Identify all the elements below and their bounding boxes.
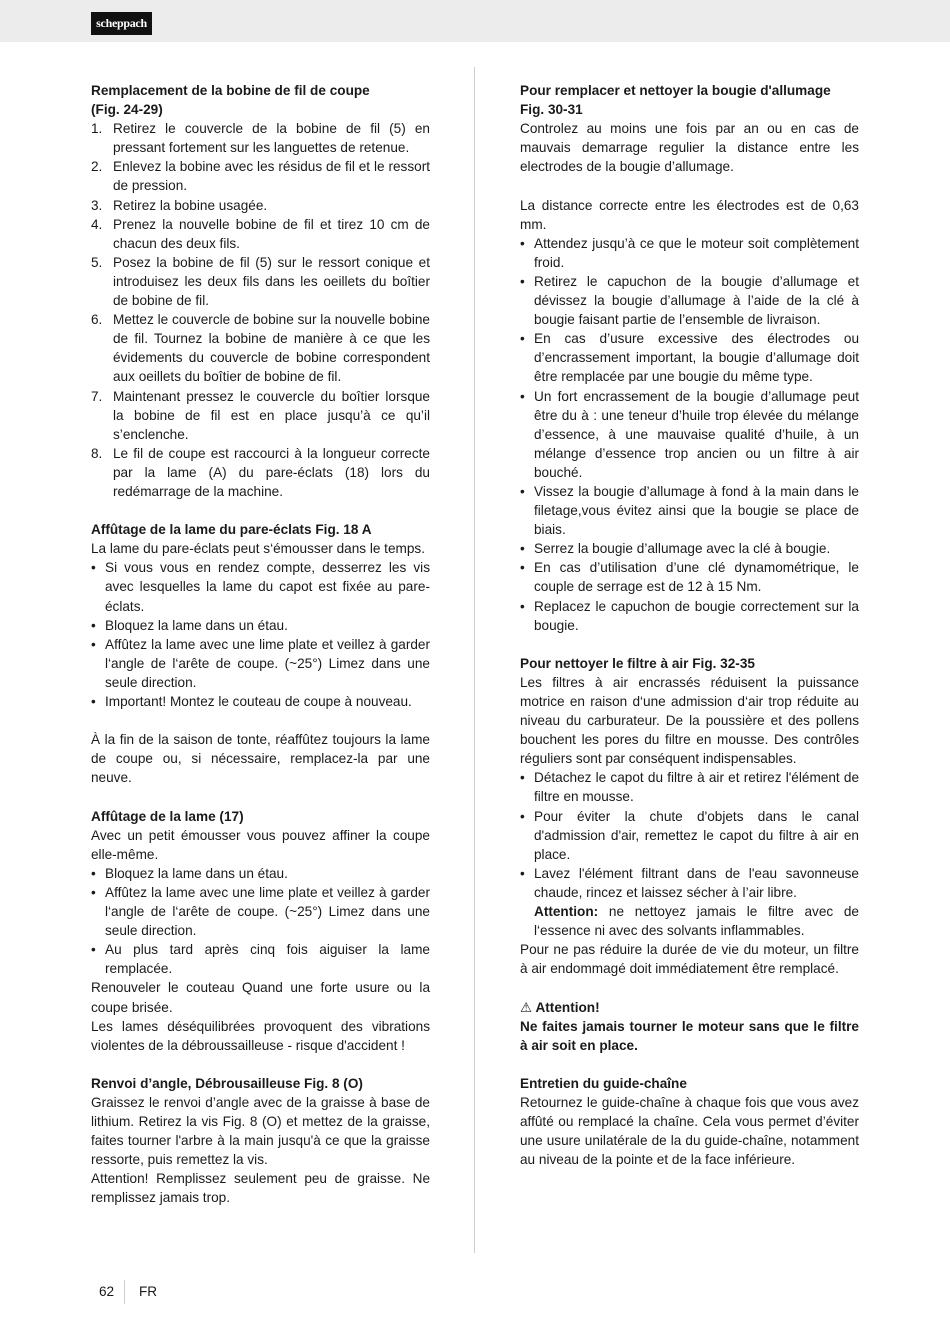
attention-text: ne nettoyez jamais le filtre avec de l‘essence ni avec des solvants inflammables.	[534, 904, 859, 939]
section-title: Renvoi d’angle, Débrousailleuse Fig. 8 (O)	[91, 1075, 363, 1091]
warning-title: ⚠ Attention!	[520, 998, 859, 1017]
paragraph: Renouveler le couteau Quand une forte usure ou la coupe brisée.	[91, 980, 430, 1015]
section-title-figref: (Fig. 24-29)	[91, 102, 163, 118]
right-column	[520, 81, 859, 1169]
list-item: 2. Enlevez la bobine avec les résidus de fil et le ressort de pression.	[91, 159, 430, 194]
brand-logo: scheppach	[91, 12, 152, 35]
column-divider	[474, 67, 475, 1253]
footer-divider	[124, 1280, 125, 1304]
paragraph: Controlez au moins une fois par an ou en cas de mauvais demarrage regulier la distance entre les electrodes de la bougie d’allumage.	[520, 121, 859, 175]
bullet-list	[91, 864, 430, 979]
section-title: Remplacement de la bobine de fil de coupe	[91, 83, 370, 98]
bullet-list	[520, 768, 859, 940]
list-item: 8. Le fil de coupe est raccourci à la longueur correcte par la lame (A) du pare-éclats (18) lors du redémarrage de la machine.	[91, 445, 430, 499]
paragraph: La lame du pare-éclats peut s‘émousser dans le temps.	[91, 541, 425, 557]
section-title: Entretien du guide-chaîne	[520, 1075, 687, 1091]
list-item: • Au plus tard après cinq fois aiguiser la lame remplacée.	[91, 942, 430, 977]
paragraph: Les lames déséquilibrées provoquent des vibrations violentes de la débroussailleuse - risque d'accident !	[91, 1018, 430, 1053]
paragraph: Les filtres à air encrassés réduisent la puissance motrice en raison d‘une admission d‘air trop réduite au niveau du carburateur. De la poussière et des pollens bouchent les pores du filtre en mousse. Des contrôles réguliers sont par conséquent indispensables.	[520, 674, 859, 767]
list-item: • Bloquez la lame dans un étau.	[91, 617, 288, 633]
list-item: • Affûtez la lame avec une lime plate et veillez à garder l‘angle de l‘arête de coupe. (~25°) Limez dans une seule direction.	[91, 636, 430, 690]
section-title: Affûtage de la lame (17)	[91, 808, 244, 824]
list-item: • Important! Montez le couteau de coupe à nouveau.	[91, 694, 412, 709]
section-title: Pour remplacer et nettoyer la bougie d'allumage	[520, 83, 831, 98]
paragraph: La distance correcte entre les électrodes est de 0,63 mm.	[520, 197, 859, 232]
paragraph: Avec un petit émousser vous pouvez affiner la coupe elle-même.	[91, 827, 430, 862]
list-item: 4. Prenez la nouvelle bobine de fil et tirez 10 cm de chacun des deux fils.	[91, 216, 430, 251]
list-item: • Si vous vous en rendez compte, desserrez les vis avec lesquelles la lame du capot est fixée au pare-éclats.	[91, 560, 430, 614]
left-column	[91, 81, 430, 1208]
list-item: 6. Mettez le couvercle de bobine sur la nouvelle bobine de fil. Tournez la bobine de manière à ce que les évidements du couvercle de bobine correspondent aux oeillets du boîtier de bobine de fil.	[91, 312, 430, 385]
list-item: • Bloquez la lame dans un étau.	[91, 865, 288, 881]
numbered-list	[91, 119, 430, 501]
warning-triangle-icon: ⚠	[520, 999, 533, 1015]
paragraph: À la fin de la saison de tonte, réaffûtez toujours la lame de coupe ou, si nécessaire, remplacez-la par une neuve.	[91, 732, 430, 786]
section-title: Pour nettoyer le filtre à air Fig. 32-35	[520, 655, 755, 671]
list-item: • Attendez jusqu’à ce que le moteur soit complètement froid.	[520, 235, 859, 270]
list-item: 1. Retirez le couvercle de la bobine de fil (5) en pressant fortement sur les languettes de retenue.	[91, 121, 430, 156]
warning-text: Ne faites jamais tourner le moteur sans que le filtre à air soit en place.	[520, 1018, 859, 1053]
bullet-list	[520, 234, 859, 635]
list-item: • Retirez le capuchon de la bougie d’allumage et dévissez la bougie d’allumage à l’aide de la clé à bougie faisant partie de l’ensemble de livraison.	[520, 273, 859, 328]
list-item: • Replacez le capuchon de bougie correctement sur la bougie.	[520, 598, 859, 633]
list-item: • Pour éviter la chute d'objets dans le canal d'admission d'air, remettez le capot du filtre à air en place.	[520, 808, 859, 862]
list-item: 3. Retirez la bobine usagée.	[91, 197, 268, 213]
section-title: Affûtage de la lame du pare-éclats Fig. 18 A	[91, 522, 372, 538]
bullet-list	[91, 558, 430, 711]
list-item: 7. Maintenant pressez le couvercle du boîtier lorsque la bobine de fil est en place jusqu’à ce qu’il s’enclenche.	[91, 388, 430, 442]
section-title-figref: Fig. 30-31	[520, 102, 583, 118]
paragraph: Attention! Remplissez seulement peu de graisse. Ne remplissez jamais trop.	[91, 1171, 430, 1206]
list-item: • En cas d’usure excessive des électrodes ou d’encrassement important, la bougie d’allumage doit être remplacée par une bougie du même type.	[520, 331, 859, 385]
paragraph: Graissez le renvoi d’angle avec de la graisse à base de lithium. Retirez la vis Fig. 8 (O) et mettez de la graisse, faites tourner l'arbre à la main jusqu'à ce que la graisse ressorte, puis remettez la vis.	[91, 1094, 430, 1168]
list-item: • Affûtez la lame avec une lime plate et veillez à garder l‘angle de l‘arête de coupe. (~25°) Limez dans une seule direction.	[91, 884, 430, 939]
page-number: 62	[99, 1284, 115, 1299]
paragraph: Pour ne pas réduire la durée de vie du moteur, un filtre à air endommagé doit immédiatement être remplacé.	[520, 942, 859, 977]
list-item: 5. Posez la bobine de fil (5) sur le ressort conique et introduisez les deux fils dans les oeillets du boîtier de bobine de fil.	[91, 254, 430, 309]
header-bar	[0, 0, 950, 42]
list-item: • Un fort encrassement de la bougie d’allumage peut être du à : une teneur d’huile trop élevée du mélange d’essence, à une mauvaise qualité d’huile, à un mélange d’essence trop ancien ou un filtre à air bouché.	[520, 388, 859, 480]
list-item: • Serrez la bougie d’allumage avec la clé à bougie.	[520, 541, 831, 557]
list-item: • Détachez le capot du filtre à air et retirez l'élément de filtre en mousse.	[520, 770, 859, 805]
language-code: FR	[139, 1284, 158, 1299]
list-item: • En cas d’utilisation d’une clé dynamométrique, le couple de serrage est de 12 à 15 Nm.	[520, 560, 859, 595]
paragraph: Retournez le guide-chaîne à chaque fois que vous avez affûté ou remplacé la chaîne. Cela vous permet d’éviter une usure unilatérale de la du guide-chaîne, notamment au niveau de la pointe et de la face inférieure.	[520, 1094, 859, 1168]
list-item: • Lavez l'élément filtrant dans de l'eau savonneuse chaude, rincez et laissez sécher à l’air libre. Attention: ne nettoyez jamais le filtre avec de l‘essence ni avec des solvants inflammables.	[520, 865, 859, 939]
list-item: • Vissez la bougie d’allumage à fond à la main dans le filetage,vous évitez ainsi que la bougie se place de biais.	[520, 483, 859, 538]
attention-label: Attention:	[534, 904, 599, 920]
